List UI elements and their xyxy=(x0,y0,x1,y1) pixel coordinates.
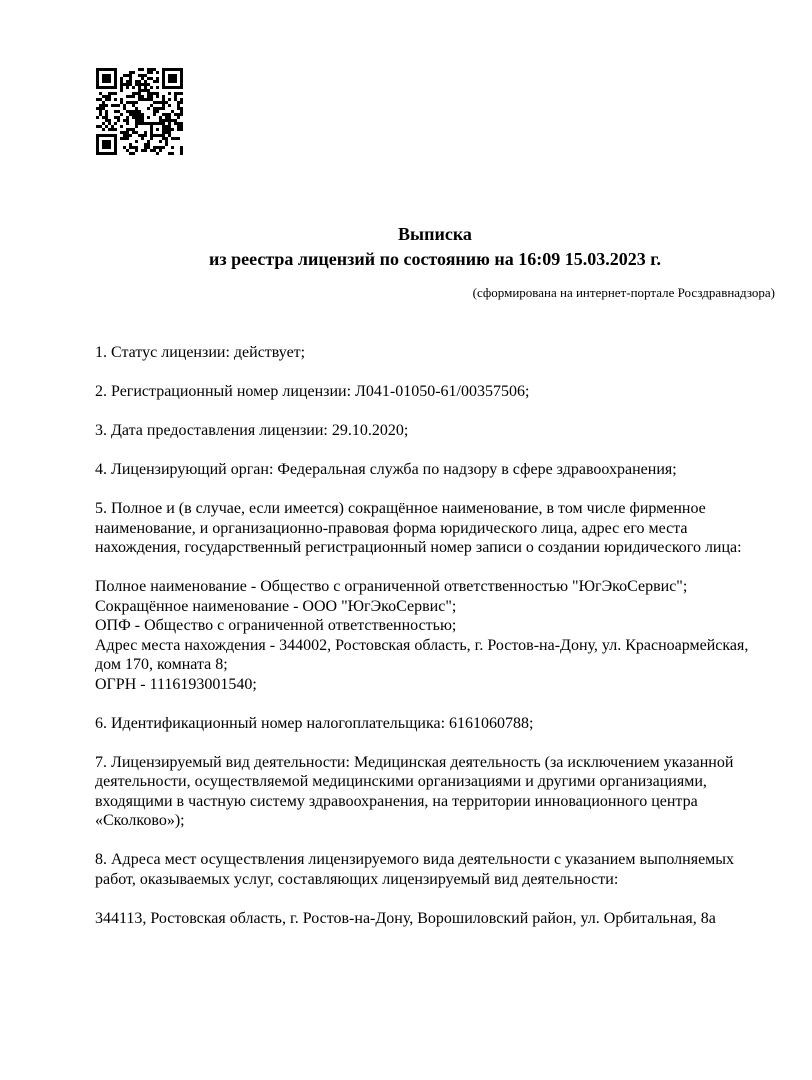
org-short-name: Сокращённое наименование - ООО "ЮгЭкоСервис"; xyxy=(95,597,457,615)
qr-code-image xyxy=(96,68,183,155)
activity-address: 344113, Ростовская область, г. Ростов-на-Дону, Ворошиловский район, ул. Орбитальная, 8а xyxy=(95,909,716,927)
title-line-1: Выписка xyxy=(398,224,472,244)
license-reg-number: 2. Регистрационный номер лицензии: Л041-01050-61/00357506; xyxy=(95,383,530,400)
org-ogrn: ОГРН - 1116193001540; xyxy=(95,675,257,693)
license-status: 1. Статус лицензии: действует; xyxy=(95,344,306,361)
document-title xyxy=(95,222,775,272)
org-full-name: Полное наименование - Общество с ограниченной ответственностью "ЮгЭкоСервис"; xyxy=(95,578,688,595)
formation-note: (сформирована на интернет-портале Росздравнадзора) xyxy=(472,285,775,300)
org-intro-paragraph: 5. Полное и (в случае, если имеется) сокращённое наименование, в том числе фирменное наименование, и организационно-правовая форма юридического лица, адрес его места нахождения, государственный регистрационный номер записи о создании юридического лица: xyxy=(95,500,742,556)
org-legal-form: ОПФ - Общество с ограниченной ответственностью; xyxy=(95,617,457,634)
document-body xyxy=(95,343,775,928)
licensing-authority: 4. Лицензирующий орган: Федеральная служба по надзору в сфере здравоохранения; xyxy=(95,461,677,478)
title-line-2: из реестра лицензий по состоянию на 16:09 15.03.2023 г. xyxy=(209,249,661,269)
taxpayer-inn: 6. Идентификационный номер налогоплательщика: 6161060788; xyxy=(95,714,534,732)
license-grant-date: 3. Дата предоставления лицензии: 29.10.2020; xyxy=(95,422,409,439)
activity-addresses-intro: 8. Адреса мест осуществления лицензируемого вида деятельности с указанием выполняемых работ, оказываемых услуг, составляющих лицензируемый вид деятельности: xyxy=(95,851,735,888)
org-address: Адрес места нахождения - 344002, Ростовская область, г. Ростов-на-Дону, ул. Красноармейская, дом 170, комната 8; xyxy=(95,636,749,673)
qr-code xyxy=(96,68,183,155)
org-details-block xyxy=(95,577,775,694)
document-content xyxy=(95,222,775,928)
licensed-activity: 7. Лицензируемый вид деятельности: Медицинская деятельность (за исключением указанной деятельности, осуществляемой медицинскими организациями и другими организациями, входящими в частную систему здравоохранения, на территории инновационного центра «Сколково»); xyxy=(95,753,734,829)
